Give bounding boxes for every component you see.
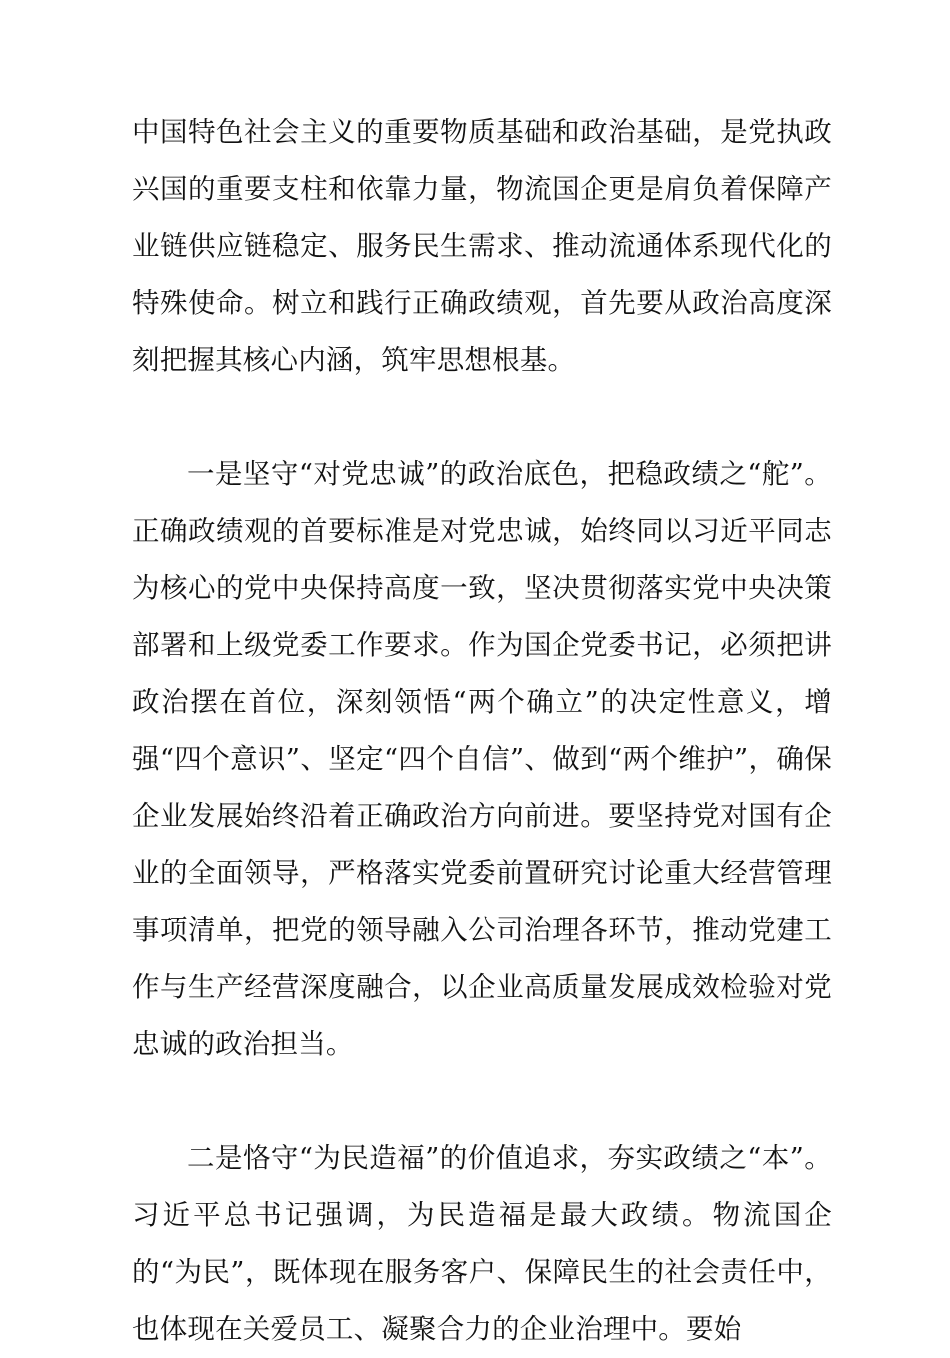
paragraph-3: 二是恪守“为民造福”的价值追求，夯实政绩之“本”。习近平总书记强调，为民造福是最大政绩。物流国企的“为民”，既体现在服务客户、保障民生的社会责任中，也体现在关爱员工、凝聚合力的企业治理中。要始 bbox=[132, 1142, 832, 1345]
paragraph-2: 一是坚守“对党忠诚”的政治底色，把稳政绩之“舵”。正确政绩观的首要标准是对党忠诚，始终同以习近平同志为核心的党中央保持高度一致，坚决贯彻落实党中央决策部署和上级党委工作要求。作为国企党委书记，必须把讲政治摆在首位，深刻领悟“两个确立”的决定性意义，增强“四个意识”、坚定“四个自信”、做到“两个维护”，确保企业发展始终沿着正确政治方向前进。要坚持党对国有企业的全面领导，严格落实党委前置研究讨论重大经营管理事项清单，把党的领导融入公司治理各环节，推动党建工作与生产经营深度融合，以企业高质量发展成效检验对党忠诚的政治担当。 bbox=[132, 458, 832, 1060]
paragraph-1: 中国特色社会主义的重要物质基础和政治基础，是党执政兴国的重要支柱和依靠力量，物流国企更是肩负着保障产业链供应链稳定、服务民生需求、推动流通体系现代化的特殊使命。树立和践行正确政绩观，首先要从政治高度深刻把握其核心内涵，筑牢思想根基。 bbox=[132, 116, 832, 376]
paragraph-spacer bbox=[132, 389, 832, 446]
paragraph-spacer bbox=[132, 1073, 832, 1130]
document-body bbox=[132, 104, 832, 1358]
